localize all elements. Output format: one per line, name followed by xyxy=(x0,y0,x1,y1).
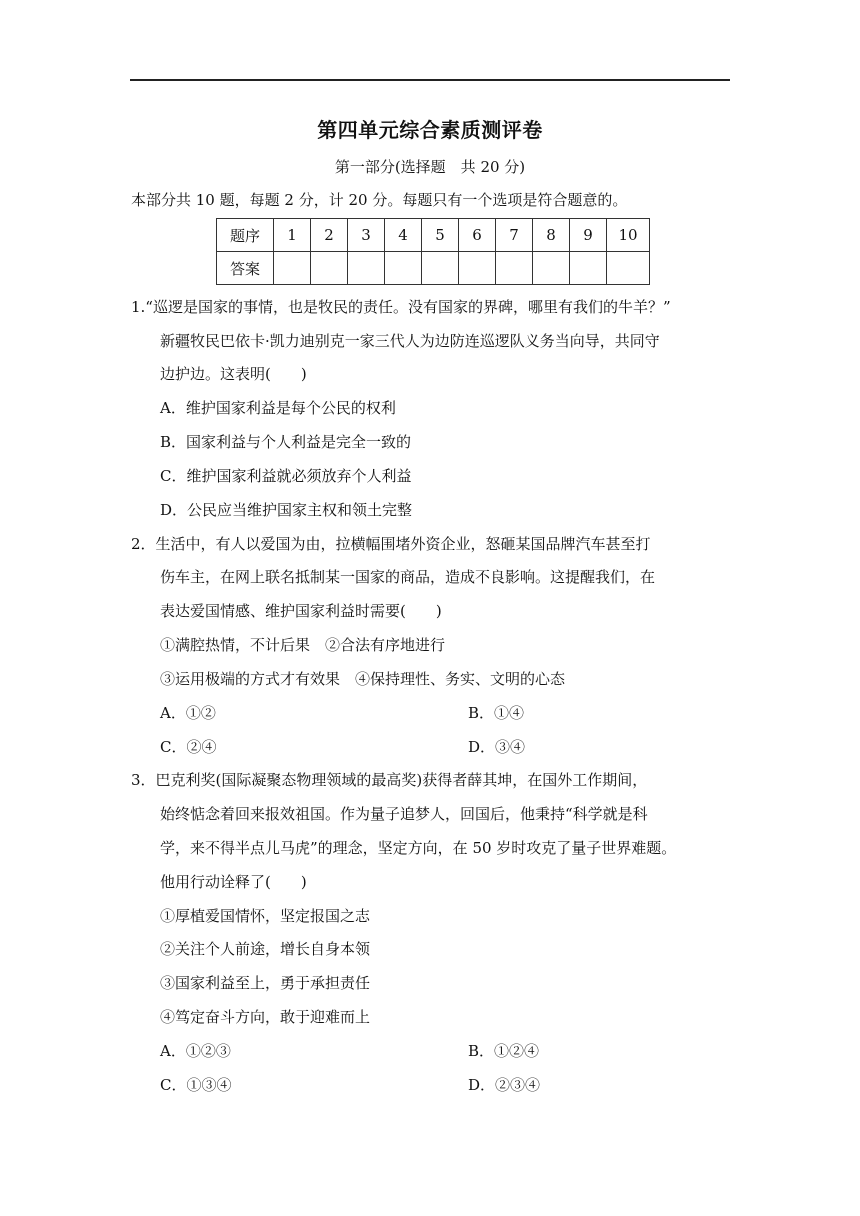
question-2-stem: 表达爱国情感、维护国家利益时需要( ) xyxy=(160,602,442,620)
answer-cell[interactable] xyxy=(385,252,422,285)
answer-table-number: 8 xyxy=(533,219,570,252)
answer-table-number: 9 xyxy=(570,219,607,252)
answer-table-number: 10 xyxy=(607,219,650,252)
question-2-statement: ①满腔热情，不计后果 ②合法有序地进行 xyxy=(160,636,446,654)
question-2-option-a[interactable]: A．①② xyxy=(160,704,216,722)
question-2-option-d[interactable]: D．③④ xyxy=(468,738,526,756)
answer-table-number: 2 xyxy=(311,219,348,252)
answer-cell[interactable] xyxy=(607,252,650,285)
question-1-option-d[interactable]: D．公民应当维护国家主权和领土完整 xyxy=(160,501,413,519)
section-subtitle: 第一部分(选择题 共 20 分) xyxy=(334,158,526,176)
answer-table-answer-label: 答案 xyxy=(217,252,274,285)
answer-table-number-row xyxy=(217,219,650,252)
question-3-option-d[interactable]: D．②③④ xyxy=(468,1076,541,1094)
question-2-option-c[interactable]: C．②④ xyxy=(160,738,217,756)
question-1-stem: 1.“巡逻是国家的事情，也是牧民的责任。没有国家的界碑，哪里有我们的牛羊？” xyxy=(131,298,671,316)
answer-cell[interactable] xyxy=(311,252,348,285)
page-title: 第四单元综合素质测评卷 xyxy=(317,118,543,142)
question-2-option-b[interactable]: B．①④ xyxy=(468,704,525,722)
question-3-stem: 3．巴克利奖(国际凝聚态物理领域的最高奖)获得者薛其坤，在国外工作期间， xyxy=(131,771,648,789)
answer-cell[interactable] xyxy=(496,252,533,285)
question-3-stem: 他用行动诠释了( ) xyxy=(160,873,307,891)
question-1-option-c[interactable]: C．维护国家利益就必须放弃个人利益 xyxy=(160,467,412,485)
answer-table xyxy=(216,218,650,285)
answer-cell[interactable] xyxy=(422,252,459,285)
answer-cell[interactable] xyxy=(459,252,496,285)
answer-cell[interactable] xyxy=(570,252,607,285)
question-3-statement: ①厚植爱国情怀，坚定报国之志 xyxy=(160,907,371,925)
question-3-option-c[interactable]: C．①③④ xyxy=(160,1076,232,1094)
answer-cell[interactable] xyxy=(274,252,311,285)
answer-table-number: 7 xyxy=(496,219,533,252)
question-3-stem: 学，来不得半点儿马虎”的理念，坚定方向，在 50 岁时攻克了量子世界难题。 xyxy=(160,839,677,857)
answer-table-number: 3 xyxy=(348,219,385,252)
question-3-option-a[interactable]: A．①②③ xyxy=(160,1042,231,1060)
question-1-option-a[interactable]: A．维护国家利益是每个公民的权利 xyxy=(160,399,396,417)
answer-table-number: 5 xyxy=(422,219,459,252)
answer-cell[interactable] xyxy=(348,252,385,285)
answer-table-number: 1 xyxy=(274,219,311,252)
question-2-stem: 伤车主，在网上联名抵制某一国家的商品，造成不良影响。这提醒我们，在 xyxy=(160,568,656,586)
answer-cell[interactable] xyxy=(533,252,570,285)
question-3-statement: ④笃定奋斗方向，敢于迎难而上 xyxy=(160,1008,371,1026)
header-rule xyxy=(130,79,730,81)
answer-table-number: 4 xyxy=(385,219,422,252)
question-3-option-b[interactable]: B．①②④ xyxy=(468,1042,540,1060)
question-3-stem: 始终惦念着回来报效祖国。作为量子追梦人，回国后，他秉持“科学就是科 xyxy=(160,805,648,823)
answer-table-row-label: 题序 xyxy=(217,219,274,252)
question-3-statement: ③国家利益至上，勇于承担责任 xyxy=(160,974,371,992)
question-2-stem: 2．生活中，有人以爱国为由，拉横幅围堵外资企业，怒砸某国品牌汽车甚至打 xyxy=(131,535,651,553)
answer-table-number: 6 xyxy=(459,219,496,252)
section-intro: 本部分共 10 题，每题 2 分，计 20 分。每题只有一个选项是符合题意的。 xyxy=(131,191,628,209)
question-2-statement: ③运用极端的方式才有效果 ④保持理性、务实、文明的心态 xyxy=(160,670,566,688)
question-1-stem: 新疆牧民巴依卡·凯力迪别克一家三代人为边防连巡逻队义务当向导，共同守 xyxy=(160,332,660,350)
question-1-option-b[interactable]: B．国家利益与个人利益是完全一致的 xyxy=(160,433,412,451)
answer-table-answer-row xyxy=(217,252,650,285)
question-3-statement: ②关注个人前途，增长自身本领 xyxy=(160,940,371,958)
question-1-stem: 边护边。这表明( ) xyxy=(160,365,307,383)
